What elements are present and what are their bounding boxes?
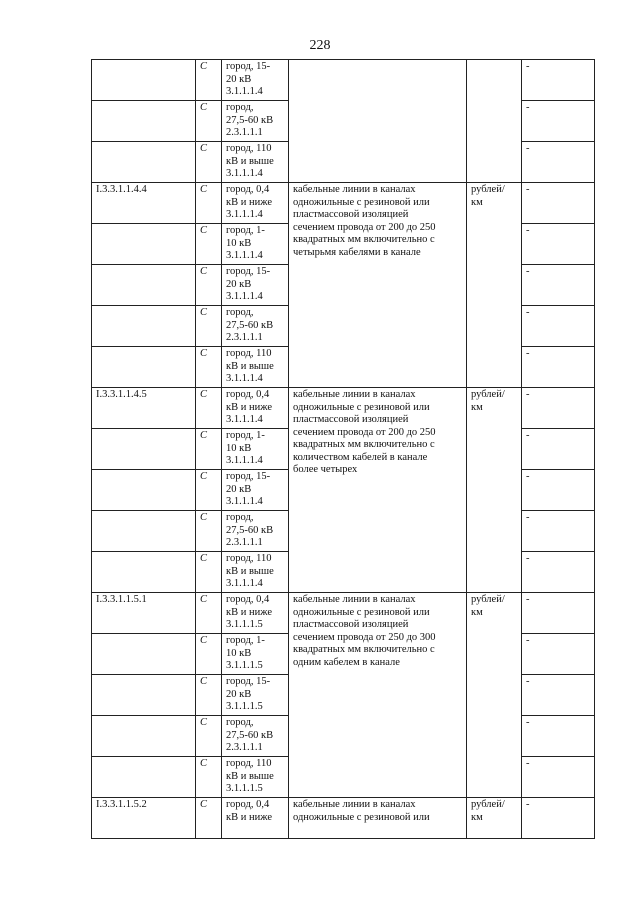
- row-description: [289, 593, 467, 798]
- description-line: кабельные линии в каналах: [293, 594, 416, 605]
- voltage-line: город,: [226, 717, 254, 728]
- unit-line: рублей/: [471, 594, 505, 605]
- row-value: -: [522, 552, 595, 593]
- row-code: [92, 347, 196, 388]
- voltage-line: кВ и ниже: [226, 196, 272, 208]
- voltage-line: город, 0,4: [226, 799, 270, 810]
- description-line: более четырех: [293, 464, 358, 475]
- row-value: -: [522, 142, 595, 183]
- row-code: I.3.3.1.1.5.1: [92, 593, 196, 634]
- row-code: [92, 265, 196, 306]
- row-value: -: [522, 265, 595, 306]
- voltage-line: город, 1-: [226, 225, 265, 236]
- unit-line: км: [471, 401, 483, 413]
- row-letter: C: [196, 60, 222, 101]
- unit-line: рублей/: [471, 799, 505, 810]
- row-code: I.3.3.1.1.5.2: [92, 798, 196, 839]
- voltage-line: 3.1.1.1.4: [226, 496, 263, 507]
- row-letter: C: [196, 347, 222, 388]
- row-value: -: [522, 470, 595, 511]
- row-value: -: [522, 388, 595, 429]
- voltage-line: город,: [226, 512, 254, 523]
- tariff-table: [91, 59, 595, 839]
- row-letter: C: [196, 470, 222, 511]
- row-description: [289, 798, 467, 839]
- row-code: [92, 224, 196, 265]
- table-row: [92, 593, 595, 634]
- row-code: [92, 101, 196, 142]
- unit-line: км: [471, 606, 483, 618]
- voltage-line: 2.3.1.1.1: [226, 332, 263, 343]
- row-code: [92, 60, 196, 101]
- row-voltage: [222, 470, 289, 511]
- row-voltage: [222, 798, 289, 839]
- row-letter: C: [196, 634, 222, 675]
- row-letter: C: [196, 593, 222, 634]
- row-voltage: [222, 142, 289, 183]
- voltage-line: 27,5-60 кВ: [226, 114, 274, 126]
- voltage-line: город, 110: [226, 348, 272, 359]
- row-code: I.3.3.1.1.4.5: [92, 388, 196, 429]
- voltage-line: город, 1-: [226, 430, 265, 441]
- table-row: [92, 798, 595, 839]
- row-letter: C: [196, 552, 222, 593]
- row-voltage: [222, 593, 289, 634]
- row-value: -: [522, 429, 595, 470]
- description-line: кабельные линии в каналах: [293, 389, 416, 400]
- description-line: одножильные с резиновой или: [293, 401, 430, 413]
- row-unit: [467, 60, 522, 183]
- row-voltage: [222, 101, 289, 142]
- row-code: [92, 675, 196, 716]
- description-line: сечением провода от 200 до 250: [293, 426, 436, 438]
- voltage-line: 3.1.1.1.5: [226, 619, 263, 630]
- row-voltage: [222, 511, 289, 552]
- row-voltage: [222, 716, 289, 757]
- row-letter: C: [196, 429, 222, 470]
- voltage-line: город, 15-: [226, 471, 271, 482]
- description-line: количеством кабелей в канале: [293, 451, 428, 463]
- voltage-line: город,: [226, 307, 254, 318]
- voltage-line: кВ и выше: [226, 155, 274, 167]
- row-voltage: [222, 60, 289, 101]
- voltage-line: 20 кВ: [226, 278, 252, 290]
- voltage-line: город, 110: [226, 758, 272, 769]
- voltage-line: 2.3.1.1.1: [226, 127, 263, 138]
- row-value: -: [522, 347, 595, 388]
- row-voltage: [222, 347, 289, 388]
- row-letter: C: [196, 388, 222, 429]
- unit-line: рублей/: [471, 184, 505, 195]
- row-value: -: [522, 101, 595, 142]
- row-code: [92, 634, 196, 675]
- row-value: -: [522, 306, 595, 347]
- voltage-line: кВ и ниже: [226, 401, 272, 413]
- row-description: [289, 183, 467, 388]
- voltage-line: 3.1.1.1.5: [226, 701, 263, 712]
- unit-line: км: [471, 196, 483, 208]
- row-description: [289, 388, 467, 593]
- voltage-line: город, 0,4: [226, 389, 270, 400]
- row-code: [92, 552, 196, 593]
- description-line: кабельные линии в каналах: [293, 799, 416, 810]
- voltage-line: 10 кВ: [226, 237, 252, 249]
- voltage-line: 3.1.1.1.4: [226, 86, 263, 97]
- unit-line: рублей/: [471, 389, 505, 400]
- voltage-line: 27,5-60 кВ: [226, 319, 274, 331]
- voltage-line: 3.1.1.1.4: [226, 373, 263, 384]
- description-line: сечением провода от 200 до 250: [293, 221, 436, 233]
- voltage-line: 3.1.1.1.4: [226, 291, 263, 302]
- row-voltage: [222, 675, 289, 716]
- description-line: пластмассовой изоляцией: [293, 209, 409, 220]
- voltage-line: город, 15-: [226, 61, 271, 72]
- description-line: квадратных мм включительно с: [293, 234, 435, 245]
- description-line: пластмассовой изоляцией: [293, 414, 409, 425]
- row-voltage: [222, 306, 289, 347]
- voltage-line: город, 110: [226, 553, 272, 564]
- description-line: четырьмя кабелями в канале: [293, 246, 421, 258]
- voltage-line: 27,5-60 кВ: [226, 729, 274, 741]
- unit-line: км: [471, 811, 483, 823]
- voltage-line: 2.3.1.1.1: [226, 742, 263, 753]
- description-line: квадратных мм включительно с: [293, 644, 435, 655]
- row-value: -: [522, 511, 595, 552]
- description-line: пластмассовой изоляцией: [293, 619, 409, 630]
- row-voltage: [222, 552, 289, 593]
- row-value: -: [522, 757, 595, 798]
- voltage-line: 20 кВ: [226, 483, 252, 495]
- voltage-line: кВ и ниже: [226, 811, 272, 823]
- row-value: -: [522, 593, 595, 634]
- voltage-line: кВ и выше: [226, 360, 274, 372]
- voltage-line: кВ и выше: [226, 770, 274, 782]
- row-letter: C: [196, 798, 222, 839]
- row-voltage: [222, 634, 289, 675]
- description-line: квадратных мм включительно с: [293, 439, 435, 450]
- row-code: [92, 757, 196, 798]
- row-letter: C: [196, 757, 222, 798]
- row-code: I.3.3.1.1.4.4: [92, 183, 196, 224]
- voltage-line: кВ и ниже: [226, 606, 272, 618]
- row-voltage: [222, 183, 289, 224]
- row-letter: C: [196, 142, 222, 183]
- row-unit: [467, 388, 522, 593]
- voltage-line: кВ и выше: [226, 565, 274, 577]
- voltage-line: 27,5-60 кВ: [226, 524, 274, 536]
- voltage-line: город, 15-: [226, 676, 271, 687]
- row-letter: C: [196, 183, 222, 224]
- row-value: -: [522, 798, 595, 839]
- row-value: -: [522, 675, 595, 716]
- row-voltage: [222, 429, 289, 470]
- voltage-line: 3.1.1.1.4: [226, 455, 263, 466]
- row-value: -: [522, 224, 595, 265]
- voltage-line: город, 15-: [226, 266, 271, 277]
- row-code: [92, 716, 196, 757]
- row-value: -: [522, 183, 595, 224]
- table-body: [92, 60, 595, 839]
- voltage-line: 3.1.1.1.5: [226, 783, 263, 794]
- voltage-line: 3.1.1.1.4: [226, 250, 263, 261]
- row-voltage: [222, 265, 289, 306]
- table-row: [92, 60, 595, 101]
- voltage-line: город, 0,4: [226, 594, 270, 605]
- row-letter: C: [196, 306, 222, 347]
- page-number: 228: [309, 38, 331, 53]
- voltage-line: 3.1.1.1.4: [226, 209, 263, 220]
- row-value: -: [522, 716, 595, 757]
- description-line: сечением провода от 250 до 300: [293, 631, 436, 643]
- description-line: одножильные с резиновой или: [293, 811, 430, 823]
- row-letter: C: [196, 675, 222, 716]
- voltage-line: 2.3.1.1.1: [226, 537, 263, 548]
- row-unit: [467, 593, 522, 798]
- row-value: -: [522, 634, 595, 675]
- voltage-line: 10 кВ: [226, 647, 252, 659]
- table-row: [92, 183, 595, 224]
- row-letter: C: [196, 511, 222, 552]
- row-code: [92, 142, 196, 183]
- voltage-line: 3.1.1.1.4: [226, 414, 263, 425]
- voltage-line: 10 кВ: [226, 442, 252, 454]
- row-code: [92, 306, 196, 347]
- description-line: одножильные с резиновой или: [293, 606, 430, 618]
- row-voltage: [222, 757, 289, 798]
- voltage-line: город, 1-: [226, 635, 265, 646]
- voltage-line: город,: [226, 102, 254, 113]
- voltage-line: город, 0,4: [226, 184, 270, 195]
- row-letter: C: [196, 224, 222, 265]
- row-code: [92, 429, 196, 470]
- row-code: [92, 470, 196, 511]
- row-code: [92, 511, 196, 552]
- row-value: -: [522, 60, 595, 101]
- row-voltage: [222, 224, 289, 265]
- row-description: [289, 60, 467, 183]
- row-letter: C: [196, 716, 222, 757]
- voltage-line: 3.1.1.1.4: [226, 168, 263, 179]
- voltage-line: 20 кВ: [226, 73, 252, 85]
- voltage-line: 20 кВ: [226, 688, 252, 700]
- row-letter: C: [196, 265, 222, 306]
- row-letter: C: [196, 101, 222, 142]
- row-unit: [467, 183, 522, 388]
- table-row: [92, 388, 595, 429]
- voltage-line: город, 110: [226, 143, 272, 154]
- voltage-line: 3.1.1.1.5: [226, 660, 263, 671]
- row-unit: [467, 798, 522, 839]
- voltage-line: 3.1.1.1.4: [226, 578, 263, 589]
- description-line: кабельные линии в каналах: [293, 184, 416, 195]
- row-voltage: [222, 388, 289, 429]
- description-line: одним кабелем в канале: [293, 656, 400, 668]
- description-line: одножильные с резиновой или: [293, 196, 430, 208]
